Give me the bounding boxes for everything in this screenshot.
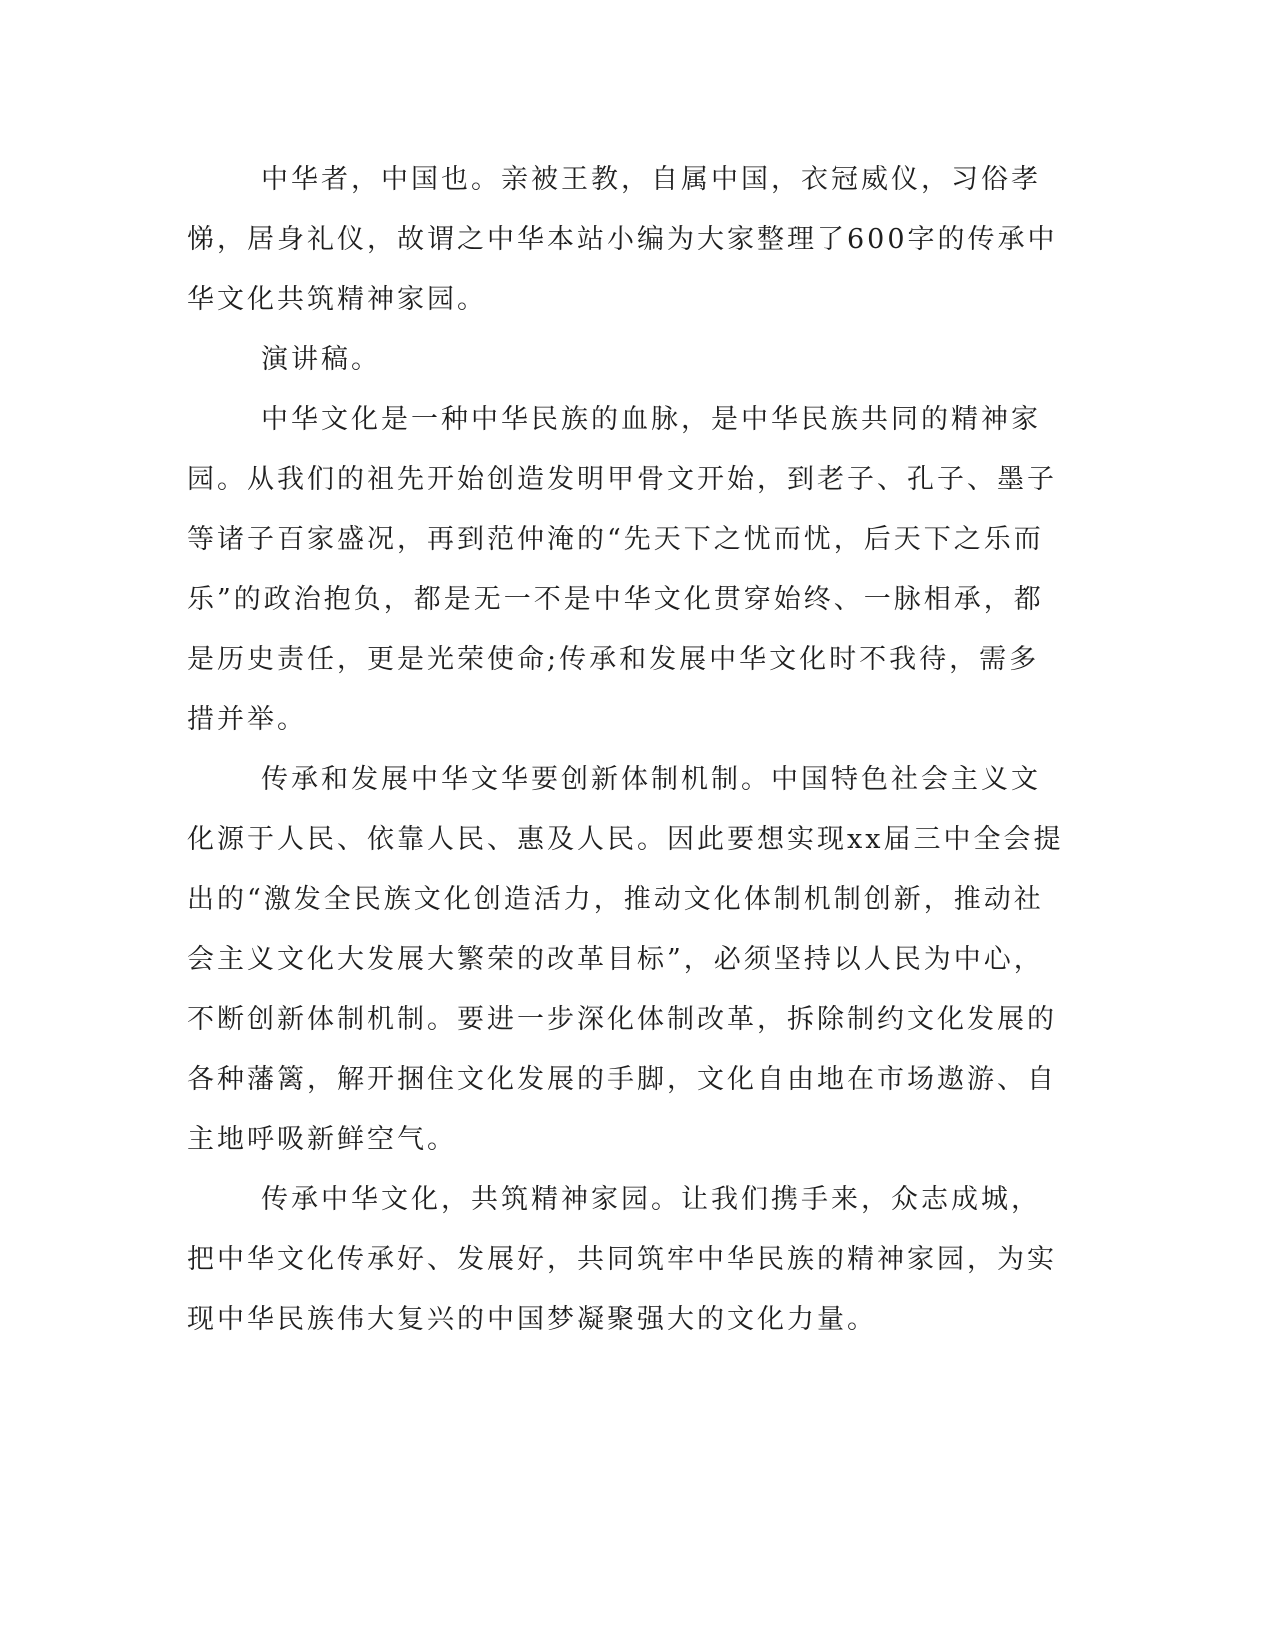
paragraph-speech-label: 演讲稿。 <box>261 344 381 375</box>
paragraph-conclusion: 传承中华文化，共筑精神家园。让我们携手来，众志成城，把中华文化传承好、发展好，共同筑牢中华民族的精神家园，为实现中华民族伟大复兴的中国梦凝聚强大的文化力量。 <box>187 1184 1057 1335</box>
document-body <box>187 150 1067 1350</box>
paragraph-culture-bloodline: 中华文化是一种中华民族的血脉，是中华民族共同的精神家园。从我们的祖先开始创造发明甲骨文开始，到老子、孔子、墨子等诸子百家盛况，再到范仲淹的“先天下之忧而忧，后天下之乐而乐”的政治抱负，都是无一不是中华文化贯穿始终、一脉相承，都是历史责任，更是光荣使命;传承和发展中华文化时不我待，需多措并举。 <box>187 404 1057 735</box>
paragraph-institutional-innovation: 传承和发展中华文华要创新体制机制。中国特色社会主义文化源于人民、依靠人民、惠及人民。因此要想实现xx届三中全会提出的“激发全民族文化创造活力，推动文化体制机制创新，推动社会主义文化大发展大繁荣的改革目标”，必须坚持以人民为中心，不断创新体制机制。要进一步深化体制改革，拆除制约文化发展的各种藩篱，解开捆住文化发展的手脚，文化自由地在市场遨游、自主地呼吸新鲜空气。 <box>187 764 1064 1155</box>
paragraph-intro: 中华者，中国也。亲被王教，自属中国，衣冠威仪，习俗孝悌，居身礼仪，故谓之中华本站小编为大家整理了600字的传承中华文化共筑精神家园。 <box>187 164 1058 315</box>
